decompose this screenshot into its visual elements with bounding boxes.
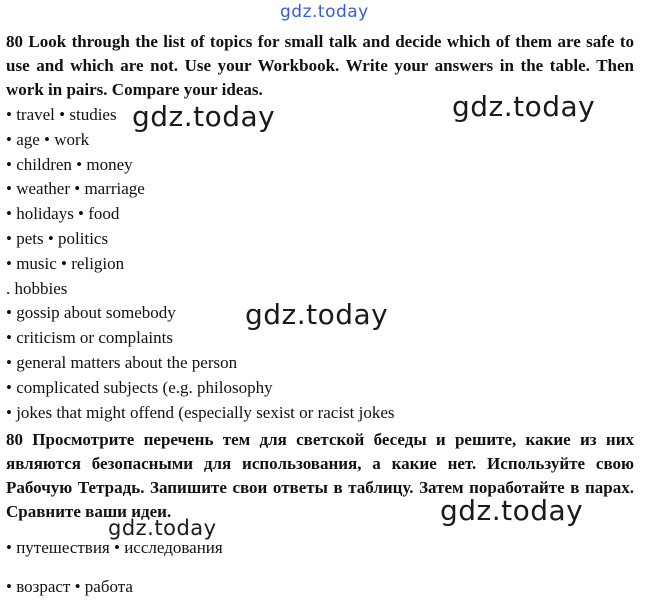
list-item: • путешествия • исследования [6, 538, 223, 557]
task-heading-russian: 80 Просмотрите перечень тем для светской беседы и решите, какие из них являются безопасными для использования, а какие нет. Используйте свою Рабочую Тетрадь. Запишите свои ответы в таблицу. Затем поработайте в парах. Сравните ваши идеи. [6, 430, 634, 521]
list-item: • general matters about the person [6, 352, 238, 372]
list-item: • complicated subjects (e.g. philosophy [6, 377, 273, 397]
list-item: • weather • marriage [6, 179, 145, 199]
topics-list-english [6, 103, 395, 425]
watermark: gdz.today [132, 100, 276, 133]
list-item: • age • work [6, 129, 90, 149]
list-item: • jokes that might offend (especially sexist or racist jokes [6, 402, 395, 422]
watermark: gdz.today [108, 516, 217, 540]
watermark: gdz.today [440, 494, 584, 527]
list-item: • children • money [6, 154, 133, 174]
list-item: • pets • politics [6, 228, 109, 248]
watermark: gdz.today [452, 90, 596, 123]
list-item: . hobbies [6, 278, 68, 298]
list-item: • gossip about somebody [6, 303, 176, 323]
list-item: • criticism or complaints [6, 328, 173, 348]
list-item: • music • religion [6, 253, 125, 273]
list-item: • travel • studies [6, 105, 117, 124]
task-heading-english: 80 Look through the list of topics for small talk and decide which of them are safe to use and which are not. Use your Workbook. Write your answers in the table. Then work in pairs. Compare your ideas. [6, 32, 634, 99]
list-item: • возраст • работа [6, 577, 133, 596]
list-item: • holidays • food [6, 204, 120, 224]
watermark-top: gdz.today [280, 2, 369, 22]
watermark: gdz.today [245, 298, 389, 331]
